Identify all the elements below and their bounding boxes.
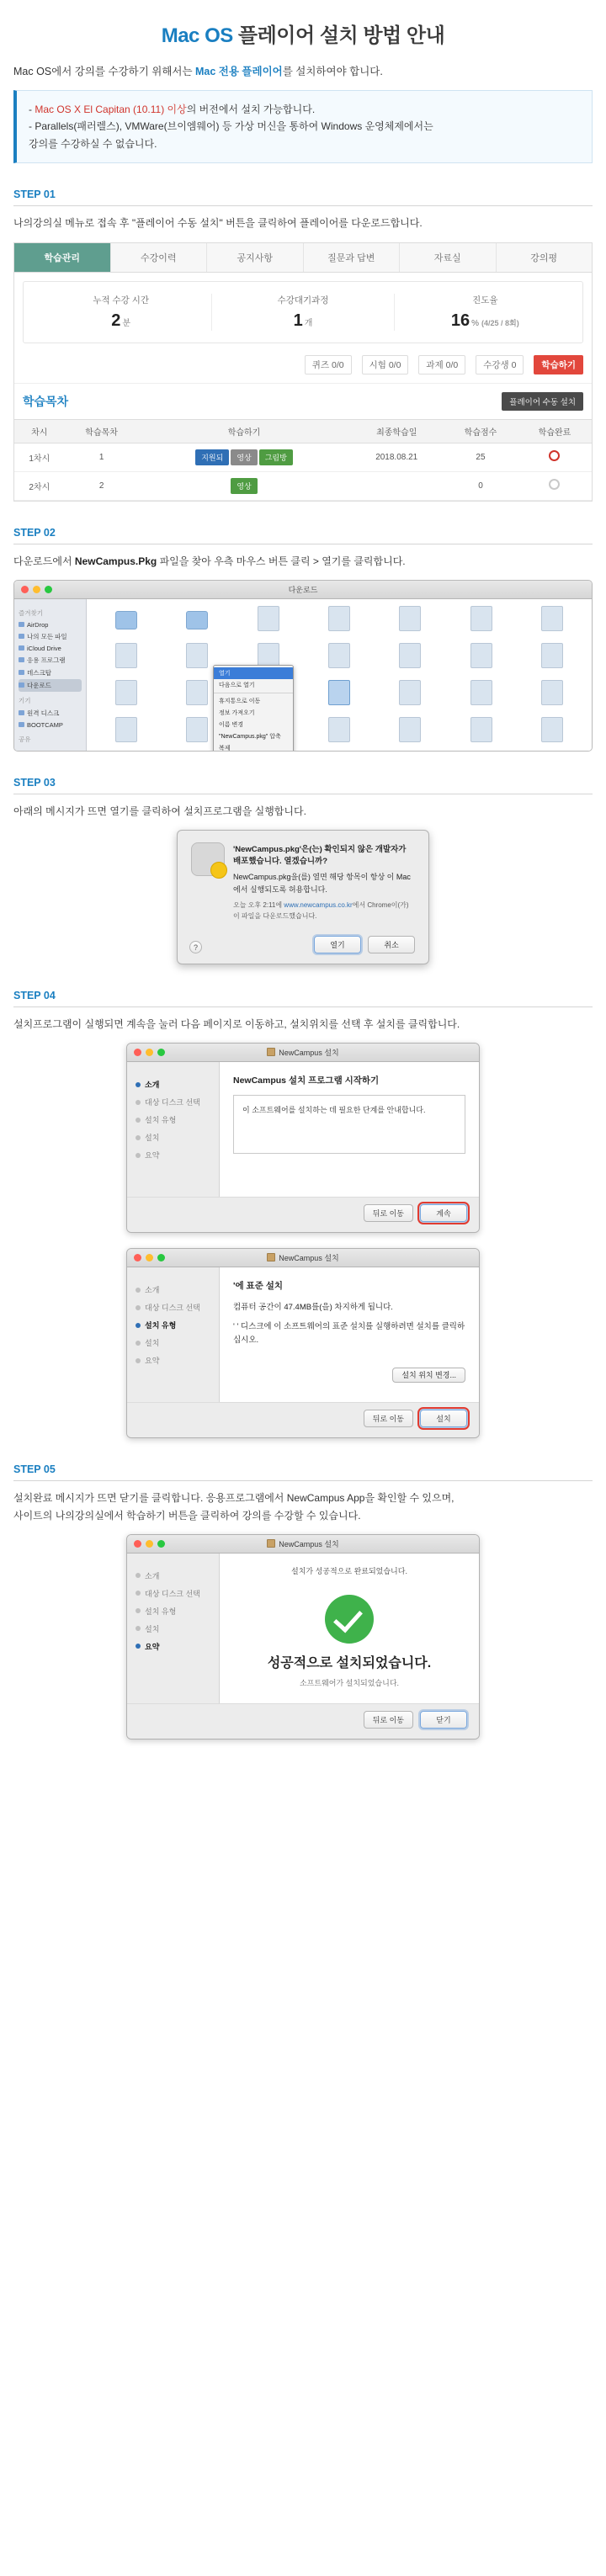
gatekeeper-headline: 'NewCampus.pkg'은(는) 확인되지 않은 개발자가 배포했습니다. 열겠습니까? bbox=[233, 845, 407, 867]
installer-summary-heading: 설치가 성공적으로 완료되었습니다. bbox=[291, 1566, 407, 1575]
file-item[interactable] bbox=[375, 606, 444, 641]
close-button[interactable]: 닫기 bbox=[420, 1711, 467, 1729]
stat-progress bbox=[395, 294, 576, 331]
file-icon bbox=[115, 717, 137, 742]
file-item[interactable] bbox=[305, 643, 374, 678]
file-item[interactable] bbox=[446, 606, 515, 641]
file-item[interactable] bbox=[446, 643, 515, 678]
step-bullet-icon bbox=[136, 1323, 141, 1328]
installer-window-title-text: NewCampus 설치 bbox=[279, 1049, 339, 1058]
step-01-screenshot bbox=[13, 242, 593, 502]
installer-step-intro-label: 소개 bbox=[145, 1571, 160, 1580]
file-item[interactable] bbox=[518, 717, 587, 752]
row-0-pill-0[interactable]: 지원되 bbox=[195, 449, 229, 465]
stat-progress-value bbox=[395, 311, 576, 331]
file-item[interactable] bbox=[92, 717, 161, 752]
file-item[interactable] bbox=[518, 606, 587, 641]
row-1-actions bbox=[139, 471, 350, 500]
package-icon bbox=[267, 1253, 275, 1261]
context-menu-item-move-to-trash[interactable]: 휴지통으로 이동 bbox=[219, 698, 261, 704]
context-menu-item-rename[interactable]: 이름 변경 bbox=[219, 721, 243, 728]
step-05-heading: STEP 05 bbox=[13, 1463, 593, 1481]
installer-step-intro bbox=[136, 1076, 210, 1093]
step-bullet-icon bbox=[136, 1118, 141, 1123]
package-icon bbox=[267, 1539, 275, 1548]
installer-step-summary bbox=[136, 1352, 210, 1369]
desktop-icon bbox=[19, 670, 24, 675]
file-item[interactable] bbox=[446, 680, 515, 715]
step-bullet-icon bbox=[136, 1626, 141, 1631]
step-bullet-icon bbox=[136, 1573, 141, 1578]
back-button[interactable]: 뒤로 이동 bbox=[364, 1711, 413, 1729]
complete-icon bbox=[549, 450, 560, 461]
sidebar-item-airdrop-label: AirDrop bbox=[27, 620, 49, 629]
stat-progress-label: 진도율 bbox=[472, 295, 498, 305]
page-title-brand: Mac OS bbox=[161, 24, 233, 47]
stat-accumulated-time bbox=[30, 294, 212, 331]
finder-window-title: 다운로드 bbox=[288, 585, 318, 594]
installer-window-intro bbox=[126, 1043, 480, 1233]
installer-main-type bbox=[220, 1267, 479, 1402]
col-학습하기: 학습하기 bbox=[139, 419, 350, 443]
installer-step-install bbox=[136, 1334, 210, 1352]
intro-pre: Mac OS에서 강의를 수강하기 위해서는 bbox=[13, 66, 196, 77]
notice-box bbox=[13, 90, 593, 163]
file-icon bbox=[115, 680, 137, 705]
sidebar-item-applications[interactable] bbox=[19, 654, 82, 667]
start-learning-button[interactable]: 학습하기 bbox=[534, 355, 583, 374]
col-학습완료: 학습완료 bbox=[518, 419, 592, 443]
installer-type-line-2: ' ' 디스크에 이 소프트웨어의 표준 설치를 실행하려면 설치를 클릭하십시오. bbox=[233, 1322, 465, 1346]
stat-2-sub: (4/25 / 8회) bbox=[481, 318, 519, 327]
file-item[interactable] bbox=[92, 680, 161, 715]
stat-1-unit: 개 bbox=[304, 318, 313, 328]
step-05-desc-line-2: 사이트의 나의강의실에서 학습하기 버튼을 클릭하여 강의를 수강할 수 있습니다. bbox=[13, 1509, 361, 1522]
context-menu-item-open[interactable]: 열기 bbox=[214, 667, 293, 679]
file-icon bbox=[328, 680, 350, 705]
curriculum-title: 학습목차 bbox=[23, 394, 69, 408]
stat-pending-courses-label: 수강대기과정 bbox=[277, 295, 329, 305]
gatekeeper-text bbox=[233, 842, 415, 927]
step-02-screenshot bbox=[13, 580, 593, 752]
installer-step-install-label: 설치 bbox=[145, 1624, 160, 1633]
installer-window-title bbox=[127, 1047, 479, 1058]
notice-line-2: - Parallels(패러렐스), VMWare(브이엠웨어) 등 가상 머신을 통하여 Windows 운영체제에서는 bbox=[29, 120, 433, 133]
row-0-actions bbox=[139, 443, 350, 471]
installer-step-summary-label: 요약 bbox=[145, 1642, 160, 1651]
installer-steps-sidebar bbox=[127, 1554, 220, 1703]
row-0-date: 2018.08.21 bbox=[349, 443, 444, 471]
finder-sidebar bbox=[14, 599, 87, 751]
open-button[interactable]: 열기 bbox=[314, 936, 361, 953]
step-02-desc-post: 파일을 찾아 우측 마우스 버튼 클릭 > 열기를 클릭합니다. bbox=[157, 555, 406, 567]
installer-step-destination bbox=[136, 1093, 210, 1111]
table-row bbox=[14, 443, 592, 471]
sidebar-item-airdrop[interactable] bbox=[19, 619, 82, 630]
stat-accumulated-time-label: 누적 수강 시간 bbox=[93, 295, 150, 305]
context-menu-item-open-with[interactable]: 다음으로 열기 bbox=[219, 682, 255, 688]
context-menu-item-get-info[interactable]: 정보 가져오기 bbox=[219, 709, 255, 716]
gatekeeper-buttons bbox=[191, 936, 415, 953]
installer-main-summary bbox=[220, 1554, 479, 1703]
lms-tabs bbox=[14, 243, 592, 273]
step-03-heading: STEP 03 bbox=[13, 777, 593, 794]
sidebar-item-downloads-label: 다운로드 bbox=[27, 681, 51, 689]
curriculum-table bbox=[14, 419, 592, 501]
stat-2-num: 16 bbox=[450, 311, 470, 330]
row-0-score: 25 bbox=[444, 443, 518, 471]
stat-0-num: 2 bbox=[111, 311, 121, 330]
stat-2-unit: % bbox=[471, 318, 480, 328]
step-bullet-icon bbox=[136, 1644, 141, 1649]
sidebar-group-shared-label: 공유 bbox=[19, 735, 31, 743]
file-icon bbox=[399, 680, 421, 705]
step-02-filename: NewCampus.Pkg bbox=[74, 555, 157, 567]
installer-window-title bbox=[127, 1538, 479, 1549]
installer-body bbox=[127, 1267, 479, 1402]
installer-step-summary-label: 요약 bbox=[145, 1151, 160, 1161]
disc-icon bbox=[19, 710, 24, 715]
row-1-idx: 2 bbox=[65, 471, 139, 500]
step-01-heading: STEP 01 bbox=[13, 189, 593, 206]
tab-학습관리[interactable]: 학습관리 bbox=[14, 243, 111, 272]
step-04-screenshot-1 bbox=[13, 1043, 593, 1233]
file-item[interactable] bbox=[518, 643, 587, 678]
file-icon bbox=[541, 643, 563, 668]
sidebar-item-bootcamp[interactable] bbox=[19, 720, 82, 730]
installer-step-type bbox=[136, 1111, 210, 1129]
installer-step-destination-label: 대상 디스크 선택 bbox=[145, 1589, 200, 1598]
installer-step-type-label: 설치 유형 bbox=[145, 1116, 177, 1125]
file-item[interactable] bbox=[446, 717, 515, 752]
tab-수강이력[interactable]: 수강이력 bbox=[111, 243, 208, 272]
step-bullet-icon bbox=[136, 1305, 141, 1310]
file-icon bbox=[328, 643, 350, 668]
step-03-desc: 아래의 메시지가 뜨면 열기를 클릭하여 설치프로그램을 실행합니다. bbox=[13, 805, 306, 817]
file-icon bbox=[541, 606, 563, 631]
file-item[interactable] bbox=[375, 717, 444, 752]
row-1-score: 0 bbox=[444, 471, 518, 500]
file-icon bbox=[470, 717, 492, 742]
tab-질문과답변[interactable]: 질문과 답변 bbox=[304, 243, 401, 272]
step-04-screenshot-2 bbox=[13, 1248, 593, 1438]
stat-accumulated-time-value bbox=[30, 311, 211, 331]
gatekeeper-body-2-pre: 오늘 오후 2:11에 bbox=[233, 901, 284, 910]
assignment-button[interactable]: 과제 0/0 bbox=[418, 355, 465, 374]
installer-step-summary-label: 요약 bbox=[145, 1357, 160, 1366]
context-menu[interactable] bbox=[213, 665, 294, 752]
exam-button[interactable]: 시험 0/0 bbox=[362, 355, 409, 374]
installer-step-summary bbox=[136, 1638, 210, 1655]
installer-step-install bbox=[136, 1129, 210, 1146]
intro-link[interactable]: Mac 전용 플레이어 bbox=[195, 66, 283, 77]
file-icon bbox=[328, 606, 350, 631]
installer-intro-pane: 이 소프트웨어를 설치하는 데 필요한 단계를 안내합니다. bbox=[233, 1095, 465, 1154]
file-item[interactable] bbox=[92, 606, 161, 641]
stat-pending-courses-value bbox=[212, 311, 393, 331]
file-item[interactable] bbox=[518, 680, 587, 715]
quiz-button[interactable]: 퀴즈 0/0 bbox=[305, 355, 352, 374]
applications-icon bbox=[19, 657, 24, 662]
file-item[interactable] bbox=[92, 643, 161, 678]
page-title-rest: 플레이어 설치 방법 안내 bbox=[232, 24, 445, 47]
drive-icon bbox=[19, 722, 24, 727]
sidebar-item-desktop-label: 데스크탑 bbox=[27, 668, 51, 677]
installer-type-heading: '에 표준 설치 bbox=[233, 1281, 284, 1292]
installer-window-type bbox=[126, 1248, 480, 1438]
step-02-heading: STEP 02 bbox=[13, 527, 593, 544]
col-학습목차: 학습목차 bbox=[65, 419, 139, 443]
continue-button[interactable]: 계속 bbox=[420, 1204, 467, 1222]
folder-icon bbox=[186, 611, 208, 629]
change-install-location-button[interactable]: 설치 위치 변경... bbox=[392, 1368, 465, 1383]
sidebar-item-icloud-label: iCloud Drive bbox=[27, 644, 61, 652]
lms-window bbox=[13, 242, 593, 502]
sidebar-item-all-files-label: 나의 모든 파일 bbox=[27, 632, 67, 640]
row-1-done bbox=[518, 471, 592, 500]
gatekeeper-body-1: NewCampus.pkg을(를) 열면 해당 항목이 항상 이 Mac에서 실행되도록 허용합니다. bbox=[233, 873, 411, 894]
sidebar-item-remote-disc-label: 원격 디스크 bbox=[27, 709, 60, 717]
sidebar-item-desktop[interactable] bbox=[19, 667, 82, 679]
file-icon bbox=[399, 643, 421, 668]
complete-icon-off bbox=[549, 479, 560, 490]
file-icon bbox=[541, 717, 563, 742]
row-1-no: 2차시 bbox=[14, 471, 65, 500]
step-04-desc: 설치프로그램이 실행되면 계속을 눌러 다음 페이지로 이동하고, 설치위치를 선택 후 설치를 클릭합니다. bbox=[13, 1017, 460, 1030]
installer-step-summary bbox=[136, 1146, 210, 1164]
file-item[interactable] bbox=[162, 606, 231, 641]
installer-step-type bbox=[136, 1316, 210, 1334]
step-03-screenshot bbox=[13, 830, 593, 964]
stat-pending-courses bbox=[212, 294, 394, 331]
manual-player-install-button[interactable]: 플레이어 수동 설치 bbox=[502, 392, 583, 411]
file-icon bbox=[399, 606, 421, 631]
sidebar-item-icloud[interactable] bbox=[19, 643, 82, 654]
sidebar-group-devices-label: 기기 bbox=[19, 696, 31, 704]
success-title: 성공적으로 설치되었습니다. bbox=[267, 1655, 432, 1670]
installer-footer-intro bbox=[127, 1197, 479, 1232]
step-bullet-icon bbox=[136, 1100, 141, 1105]
finder-body bbox=[14, 599, 592, 751]
finder-titlebar bbox=[14, 581, 592, 599]
file-item[interactable] bbox=[375, 680, 444, 715]
row-0-no: 1차시 bbox=[14, 443, 65, 471]
installer-steps-sidebar bbox=[127, 1062, 220, 1197]
file-icon bbox=[470, 680, 492, 705]
back-button[interactable]: 뒤로 이동 bbox=[364, 1410, 413, 1427]
sidebar-item-all-files[interactable] bbox=[19, 630, 82, 643]
installer-intro-heading: NewCampus 설치 프로그램 시작하기 bbox=[233, 1076, 380, 1086]
table-header-row bbox=[14, 419, 592, 443]
downloads-icon bbox=[19, 683, 24, 688]
step-05-desc-line-1: 설치완료 메시지가 뜨면 닫기를 클릭합니다. 응용프로그램에서 NewCampus App을 확인할 수 있으며, bbox=[13, 1492, 454, 1505]
cancel-button[interactable]: 취소 bbox=[368, 936, 415, 953]
lms-stats bbox=[23, 281, 583, 343]
step-04-heading: STEP 04 bbox=[13, 990, 593, 1007]
success-subtitle: 소프트웨어가 설치되었습니다. bbox=[299, 1678, 400, 1687]
help-icon[interactable]: ? bbox=[189, 941, 202, 953]
step-05-screenshot bbox=[13, 1534, 593, 1739]
installer-step-destination-label: 대상 디스크 선택 bbox=[145, 1098, 200, 1107]
step-02-desc bbox=[13, 553, 593, 570]
row-1-date bbox=[349, 471, 444, 500]
gatekeeper-body-2 bbox=[233, 900, 415, 922]
tab-강의평[interactable]: 강의평 bbox=[497, 243, 593, 272]
installer-step-type-label: 설치 유형 bbox=[145, 1321, 177, 1330]
context-menu-item-duplicate[interactable]: 복제 bbox=[219, 745, 231, 752]
sidebar-item-downloads[interactable] bbox=[19, 679, 82, 692]
folder-icon bbox=[115, 611, 137, 629]
students-button[interactable]: 수강생 0 bbox=[476, 355, 524, 374]
installer-window-title-text: NewCampus 설치 bbox=[279, 1254, 339, 1263]
finder-window bbox=[13, 580, 593, 752]
file-item[interactable] bbox=[305, 717, 374, 752]
table-row bbox=[14, 471, 592, 500]
installer-type-line-1: 컴퓨터 공간이 47.4MB를(을) 차지하게 됩니다. bbox=[233, 1303, 393, 1313]
installer-body bbox=[127, 1062, 479, 1197]
step-bullet-icon bbox=[136, 1608, 141, 1613]
step-bullet-icon bbox=[136, 1153, 141, 1158]
step-02-desc-pre: 다운로드에서 bbox=[13, 555, 75, 567]
installer-step-install bbox=[136, 1620, 210, 1638]
finder-file-grid bbox=[87, 599, 592, 751]
gatekeeper-row bbox=[191, 842, 415, 927]
installer-main-intro bbox=[220, 1062, 479, 1197]
lms-subheader bbox=[14, 384, 592, 419]
installer-step-intro-label: 소개 bbox=[145, 1286, 160, 1295]
file-icon bbox=[399, 717, 421, 742]
installer-titlebar bbox=[127, 1535, 479, 1554]
file-icon bbox=[470, 606, 492, 631]
installer-step-type-label: 설치 유형 bbox=[145, 1607, 177, 1616]
step-bullet-icon bbox=[136, 1135, 141, 1140]
step-bullet-icon bbox=[136, 1341, 141, 1346]
file-icon bbox=[186, 717, 208, 742]
file-icon bbox=[328, 717, 350, 742]
airdrop-icon bbox=[19, 622, 24, 627]
installer-success-block bbox=[233, 1581, 465, 1692]
intro-text bbox=[0, 60, 606, 87]
file-icon bbox=[186, 643, 208, 668]
step-bullet-icon bbox=[136, 1288, 141, 1293]
step-01-desc: 나의강의실 메뉴로 접속 후 "플레이어 수동 설치" 버튼을 클릭하여 플레이어를 다운로드합니다. bbox=[13, 217, 423, 230]
intro-post: 를 설치하여야 합니다. bbox=[282, 66, 383, 77]
installer-footer-summary bbox=[127, 1703, 479, 1739]
file-icon bbox=[541, 680, 563, 705]
sidebar-item-applications-label: 응용 프로그램 bbox=[27, 656, 66, 664]
stat-0-unit: 분 bbox=[122, 318, 131, 328]
col-학습점수: 학습점수 bbox=[444, 419, 518, 443]
installer-footer-type bbox=[127, 1402, 479, 1437]
icloud-icon bbox=[19, 645, 24, 651]
installer-step-type bbox=[136, 1602, 210, 1620]
col-최종학습일: 최종학습일 bbox=[349, 419, 444, 443]
file-item[interactable] bbox=[305, 606, 374, 641]
notice-version: Mac OS X El Capitan (10.11) 이상 bbox=[35, 104, 187, 115]
sidebar-group-favorites-label: 즐겨찾기 bbox=[19, 608, 43, 617]
installer-step-install-label: 설치 bbox=[145, 1134, 160, 1143]
file-icon bbox=[258, 606, 279, 631]
row-0-idx: 1 bbox=[65, 443, 139, 471]
gatekeeper-source-link[interactable]: www.newcampus.co.kr bbox=[284, 901, 353, 910]
gatekeeper-body-2-post: 에서 Chrome이(가) 이 파일을 다운로드했습니다. bbox=[233, 901, 409, 920]
success-check-icon bbox=[325, 1595, 374, 1644]
installer-window-summary bbox=[126, 1534, 480, 1739]
sidebar-item-remote-disc[interactable] bbox=[19, 707, 82, 720]
file-item[interactable] bbox=[234, 606, 303, 641]
step-bullet-icon bbox=[136, 1358, 141, 1363]
page-title bbox=[0, 0, 606, 60]
notice-line-3: 강의를 수강하실 수 없습니다. bbox=[29, 137, 157, 150]
installer-window-title bbox=[127, 1252, 479, 1263]
installer-step-destination bbox=[136, 1585, 210, 1602]
tab-자료실[interactable]: 자료실 bbox=[400, 243, 497, 272]
installer-titlebar bbox=[127, 1249, 479, 1267]
lms-button-row bbox=[14, 352, 592, 384]
installer-step-intro bbox=[136, 1567, 210, 1585]
row-1-pill-0[interactable]: 영상 bbox=[231, 478, 257, 494]
sidebar-item-bootcamp-label: BOOTCAMP bbox=[27, 720, 63, 729]
back-button[interactable]: 뒤로 이동 bbox=[364, 1204, 413, 1222]
row-0-pill-2[interactable]: 그림방 bbox=[259, 449, 293, 465]
installer-step-destination-label: 대상 디스크 선택 bbox=[145, 1304, 200, 1313]
file-item[interactable] bbox=[375, 643, 444, 678]
file-icon bbox=[186, 680, 208, 705]
row-0-pill-1[interactable]: 영상 bbox=[231, 449, 257, 465]
files-icon bbox=[19, 634, 24, 639]
install-button[interactable]: 설치 bbox=[420, 1410, 467, 1427]
file-icon bbox=[115, 643, 137, 668]
file-icon bbox=[470, 643, 492, 668]
notice-line-1: - Mac OS X El Capitan (10.11) 이상의 버전에서 설치 가능합니다. bbox=[29, 104, 316, 115]
tab-공지사항[interactable]: 공지사항 bbox=[207, 243, 304, 272]
installer-step-intro-label: 소개 bbox=[145, 1081, 160, 1090]
context-menu-item-compress[interactable]: "NewCampus.pkg" 압축 bbox=[219, 733, 281, 740]
installer-titlebar bbox=[127, 1044, 479, 1062]
installer-body bbox=[127, 1554, 479, 1703]
step-bullet-icon bbox=[136, 1591, 141, 1596]
installer-step-intro bbox=[136, 1281, 210, 1299]
package-icon bbox=[267, 1048, 275, 1056]
stat-1-num: 1 bbox=[293, 311, 303, 330]
step-bullet-icon bbox=[136, 1082, 141, 1087]
warning-icon bbox=[191, 842, 225, 876]
installer-window-title-text: NewCampus 설치 bbox=[279, 1539, 339, 1548]
file-item[interactable] bbox=[305, 680, 374, 715]
step-05-desc bbox=[13, 1490, 593, 1524]
notice-line-1-rest: 의 버전에서 설치 가능합니다. bbox=[186, 104, 316, 115]
row-0-done bbox=[518, 443, 592, 471]
installer-steps-sidebar bbox=[127, 1267, 220, 1402]
installer-step-destination bbox=[136, 1299, 210, 1316]
col-차시: 차시 bbox=[14, 419, 65, 443]
installer-step-install-label: 설치 bbox=[145, 1339, 160, 1348]
gatekeeper-dialog bbox=[177, 830, 429, 964]
